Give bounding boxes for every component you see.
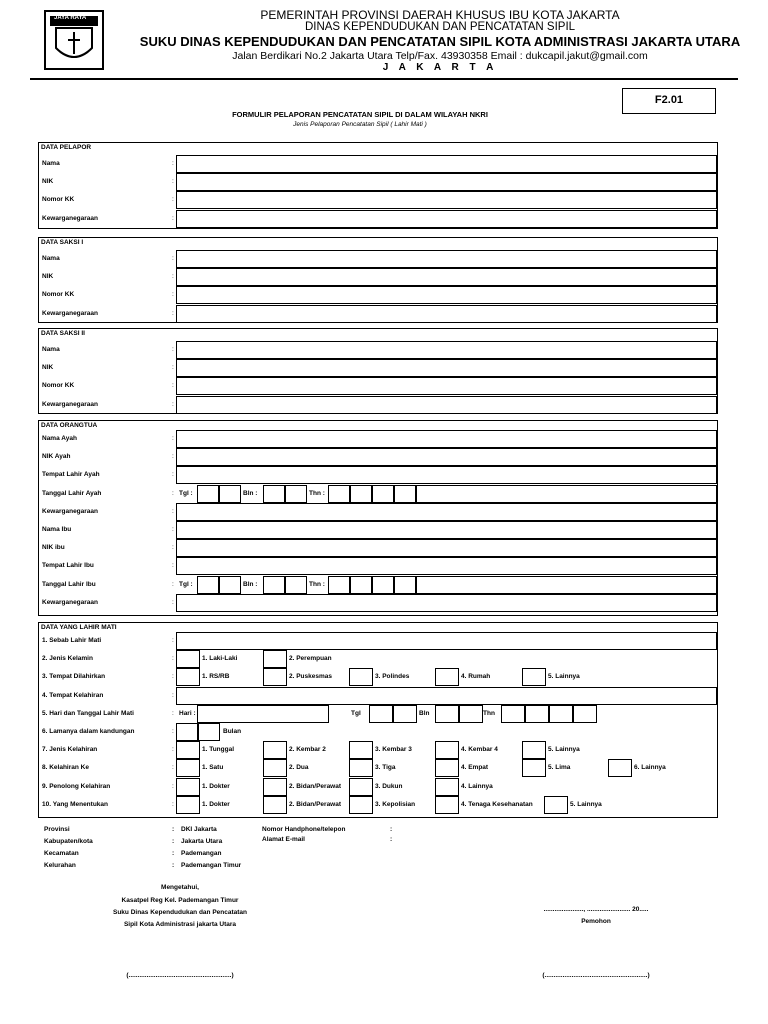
form-row [39, 359, 717, 377]
option-label: 5. Lainnya [570, 800, 602, 808]
colon: : [172, 782, 174, 790]
option-label: 2. Kembar 2 [289, 746, 326, 754]
checkbox[interactable] [522, 668, 546, 686]
section-data-saksi-1 [38, 237, 718, 323]
bln-label: Bln : [243, 489, 258, 497]
checkbox[interactable] [349, 741, 373, 759]
provinsi-label: Provinsi [44, 826, 70, 833]
year-digit-2[interactable] [350, 485, 372, 503]
form-row [39, 705, 717, 723]
year-digit-2[interactable] [525, 705, 549, 723]
field-label: Tanggal Lahir Ayah [42, 489, 102, 497]
option-label: 5. Lainnya [548, 673, 580, 681]
form-row [39, 341, 717, 359]
input-field[interactable] [176, 448, 717, 466]
year-digit-1[interactable] [328, 485, 350, 503]
field-label: NIK Ayah [42, 453, 71, 461]
checkbox[interactable] [176, 778, 200, 796]
input-field[interactable] [176, 557, 717, 575]
field-label: 4. Tempat Kelahiran [42, 691, 104, 699]
form-row [39, 305, 717, 323]
form-code: F2.01 [622, 88, 716, 114]
header-line-1: PEMERINTAH PROVINSI DAERAH KHUSUS IBU KOTA JAKARTA [260, 8, 620, 22]
field-label: NIK ibu [42, 544, 65, 552]
input-field[interactable] [176, 466, 717, 484]
checkbox[interactable] [349, 796, 373, 814]
kecamatan-label: Kecamatan [44, 850, 79, 857]
tgl-label: Tgl [351, 709, 361, 717]
section-title: DATA ORANGTUA [41, 422, 98, 429]
form-row [39, 466, 717, 484]
sign-right-role: Pemohon [581, 918, 611, 925]
form-row [39, 396, 717, 414]
field-label: 10. Yang Menentukan [42, 800, 108, 808]
input-field[interactable] [176, 594, 717, 612]
field-label: Nomor KK [42, 196, 75, 204]
tgl-label: Tgl : [179, 489, 193, 497]
checkbox[interactable] [176, 796, 200, 814]
colon: : [172, 291, 174, 299]
field-label: 5. Hari dan Tanggal Lahir Mati [42, 709, 134, 717]
bulan-label: Bulan [223, 728, 242, 735]
colon: : [172, 309, 174, 317]
colon: : [172, 764, 174, 772]
thn-label: Thn : [309, 489, 325, 497]
field-label: Kewarganegaraan [42, 309, 98, 317]
checkbox[interactable] [544, 796, 568, 814]
input-field[interactable] [176, 521, 717, 539]
month-digit-2[interactable] [285, 576, 307, 594]
option-label: 3. Polindes [375, 673, 410, 681]
input-field[interactable] [176, 377, 717, 395]
colon: : [172, 562, 174, 570]
option-label: 1. Dokter [202, 782, 230, 790]
month-count-digit-2[interactable] [198, 723, 220, 741]
form-row [39, 759, 717, 777]
form-row [39, 594, 717, 612]
checkbox[interactable] [435, 741, 459, 759]
colon: : [172, 709, 174, 717]
field-label: Kewarganegaraan [42, 214, 98, 222]
bln-label: Bln : [243, 580, 258, 588]
option-label: 1. RS/RB [202, 673, 230, 681]
field-label: NIK [42, 273, 54, 281]
kelurahan-value: Pademangan Timur [181, 862, 242, 869]
checkbox[interactable] [349, 778, 373, 796]
option-label: 3. Tiga [375, 764, 396, 772]
input-field[interactable] [176, 210, 717, 228]
section-data-lahir-mati [38, 622, 718, 818]
sign-left-line-3: Suku Dinas Kependudukan dan Pencatatan [113, 909, 247, 916]
sign-left-blank: (.........................................................) [126, 972, 234, 979]
input-field[interactable] [176, 250, 717, 268]
checkbox[interactable] [263, 759, 287, 777]
colon: : [172, 507, 174, 515]
thn-label: Thn [483, 709, 495, 717]
colon: : [172, 196, 174, 204]
colon: : [172, 364, 174, 372]
field-label: Nama [42, 346, 60, 353]
field-label: 6. Lamanya dalam kandungan [42, 728, 135, 735]
form-title: FORMULIR PELAPORAN PENCATATAN SIPIL DI DALAM WILAYAH NKRI [232, 110, 488, 119]
kelurahan-label: Kelurahan [44, 862, 76, 869]
colon: : [172, 255, 174, 262]
section-title: DATA SAKSI I [41, 239, 84, 246]
option-label: 2. Dua [289, 764, 309, 772]
hari-label: Hari : [179, 709, 196, 717]
thn-label: Thn : [309, 580, 325, 588]
kecamatan-value: Pademangan [181, 850, 222, 857]
field-label: NIK [42, 178, 54, 186]
checkbox[interactable] [176, 650, 200, 668]
option-label: 4. Tenaga Kesehanatan [461, 800, 533, 808]
checkbox[interactable] [176, 741, 200, 759]
colon: : [172, 746, 174, 754]
option-label: 3. Kembar 3 [375, 746, 412, 754]
checkbox[interactable] [263, 650, 287, 668]
checkbox[interactable] [263, 796, 287, 814]
year-digit-4[interactable] [394, 485, 416, 503]
tgl-label: Tgl : [179, 580, 193, 588]
header-city: J A K A R T A [382, 62, 498, 73]
field-label: Tempat Lahir Ayah [42, 471, 100, 479]
field-label: Nama [42, 255, 60, 262]
day-digit-2[interactable] [219, 576, 241, 594]
year-digit-2[interactable] [350, 576, 372, 594]
colon: : [172, 598, 174, 606]
field-label: 8. Kelahiran Ke [42, 764, 89, 772]
jaya-raya-logo [44, 10, 104, 70]
month-digit-1[interactable] [263, 576, 285, 594]
kabupaten-label: Kabupaten/kota [44, 838, 93, 845]
field-label: Nomor KK [42, 382, 75, 390]
field-label: NIK [42, 364, 54, 372]
option-label: 2. Puskesmas [289, 673, 333, 681]
field-label: Nomor KK [42, 291, 75, 299]
form-row [39, 778, 717, 796]
input-field[interactable] [176, 268, 717, 286]
sign-left-line-1: Mengetahui, [161, 884, 199, 891]
year-digit-3[interactable] [549, 705, 573, 723]
option-label: 1. Dokter [202, 800, 230, 808]
colon: : [172, 544, 174, 552]
form-row [39, 191, 717, 209]
date-filler[interactable] [416, 485, 717, 503]
field-label: Kewarganegaraan [42, 507, 98, 515]
provinsi-value: DKI Jakarta [181, 826, 217, 833]
field-label: Nama Ayah [42, 435, 77, 442]
kabupaten-value: Jakarta Utara [181, 838, 223, 845]
input-field[interactable] [176, 359, 717, 377]
day-digit-1[interactable] [197, 485, 219, 503]
year-digit-1[interactable] [501, 705, 525, 723]
option-label: 2. Perempuan [289, 655, 332, 663]
option-label: 1. Laki-Laki [202, 655, 238, 663]
colon: : [172, 400, 174, 408]
colon: : [172, 471, 174, 479]
input-field[interactable] [176, 191, 717, 209]
checkbox[interactable] [349, 668, 373, 686]
input-field[interactable] [176, 430, 717, 448]
date-filler[interactable] [416, 576, 717, 594]
colon: : [172, 453, 174, 461]
email-label: Alamat E-mail [262, 836, 305, 843]
input-field[interactable] [176, 632, 717, 650]
checkbox[interactable] [435, 668, 459, 686]
option-label: 4. Kembar 4 [461, 746, 498, 754]
checkbox[interactable] [522, 741, 546, 759]
checkbox[interactable] [522, 759, 546, 777]
option-label: 2. Bidan/Perawat [289, 800, 342, 808]
checkbox[interactable] [435, 796, 459, 814]
form-row [39, 448, 717, 466]
colon: : [172, 160, 174, 167]
colon: : [172, 728, 174, 735]
form-row [39, 503, 717, 521]
checkbox[interactable] [263, 668, 287, 686]
checkbox[interactable] [349, 759, 373, 777]
colon: : [172, 214, 174, 222]
form-row [39, 173, 717, 191]
checkbox[interactable] [176, 759, 200, 777]
field-label: 7. Jenis Kelahiran [42, 746, 98, 754]
day-digit-1[interactable] [369, 705, 393, 723]
input-field[interactable] [176, 286, 717, 304]
checkbox[interactable] [435, 778, 459, 796]
colon: : [172, 637, 174, 644]
field-label: 9. Penolong Kelahiran [42, 782, 111, 790]
colon: : [172, 655, 174, 663]
checkbox[interactable] [263, 741, 287, 759]
form-row [39, 632, 717, 650]
form-row [39, 723, 717, 741]
option-label: 4. Empat [461, 764, 489, 772]
section-data-orangtua [38, 420, 718, 616]
checkbox[interactable] [176, 668, 200, 686]
month-digit-1[interactable] [263, 485, 285, 503]
year-digit-3[interactable] [372, 576, 394, 594]
section-title: DATA YANG LAHIR MATI [41, 624, 117, 631]
day-digit-2[interactable] [219, 485, 241, 503]
form-row [39, 286, 717, 304]
month-count-digit-1[interactable] [176, 723, 198, 741]
sign-right-blank: (.........................................................) [542, 972, 650, 979]
form-row [39, 430, 717, 448]
colon: : [172, 691, 174, 699]
option-label: 5. Lima [548, 764, 571, 772]
input-field[interactable] [176, 687, 717, 705]
checkbox[interactable] [263, 778, 287, 796]
input-field[interactable] [176, 341, 717, 359]
month-digit-2[interactable] [285, 485, 307, 503]
form-row [39, 687, 717, 705]
field-label: Kewarganegaraan [42, 598, 98, 606]
checkbox[interactable] [608, 759, 632, 777]
option-label: 4. Rumah [461, 673, 491, 681]
option-label: 3. Dukun [375, 782, 403, 790]
form-row [39, 268, 717, 286]
colon: : [172, 435, 174, 442]
form-row [39, 210, 717, 228]
header-divider [30, 78, 738, 80]
colon: : [172, 800, 174, 808]
form-row [39, 650, 717, 668]
year-digit-3[interactable] [372, 485, 394, 503]
form-row [39, 485, 717, 503]
bln-label: Bln [419, 709, 430, 717]
option-label: 1. Satu [202, 764, 224, 772]
colon: : [172, 673, 174, 681]
day-name-field[interactable] [197, 705, 329, 723]
colon: : [172, 382, 174, 390]
year-digit-4[interactable] [573, 705, 597, 723]
section-title: DATA PELAPOR [41, 144, 92, 151]
form-row [39, 250, 717, 268]
year-digit-4[interactable] [394, 576, 416, 594]
sign-left-line-4: Sipil Kota Administrasi jakarta Utara [123, 921, 237, 928]
form-row [39, 155, 717, 173]
field-label: 3. Tempat Dilahirkan [42, 673, 106, 681]
colon: : [172, 178, 174, 186]
sign-right-date: ......................, ........................ 20..... [543, 906, 649, 913]
form-row [39, 521, 717, 539]
month-digit-1[interactable] [435, 705, 459, 723]
option-label: 6. Lainnya [634, 764, 666, 772]
input-field[interactable] [176, 396, 717, 414]
option-label: 2. Bidan/Perawat [289, 782, 342, 790]
header-address: Jalan Berdikari No.2 Jakarta Utara Telp/Fax. 43930358 Email : dukcapil.jakut@gmail.com [232, 50, 648, 62]
form-subtitle: Jenis Pelaporan Pencatatan Sipil ( Lahir Mati ) [293, 121, 427, 128]
logo-text: JAYA RAYA [54, 15, 87, 21]
section-data-pelapor [38, 142, 718, 229]
form-row [39, 741, 717, 759]
option-label: 1. Tunggal [202, 746, 235, 754]
checkbox[interactable] [435, 759, 459, 777]
year-digit-1[interactable] [328, 576, 350, 594]
option-label: 3. Kepolisian [375, 800, 416, 808]
option-label: 5. Lainnya [548, 746, 580, 754]
field-label: 2. Jenis Kelamin [42, 655, 93, 663]
section-title: DATA SAKSI II [41, 330, 85, 337]
form-row [39, 539, 717, 557]
field-label: Tempat Lahir Ibu [42, 562, 94, 570]
colon: : [172, 489, 174, 497]
day-digit-1[interactable] [197, 576, 219, 594]
input-field[interactable] [176, 539, 717, 557]
day-digit-2[interactable] [393, 705, 417, 723]
option-label: 4. Lainnya [461, 782, 493, 790]
form-row [39, 668, 717, 686]
header-line-3: SUKU DINAS KEPENDUDUKAN DAN PENCATATAN SIPIL KOTA ADMINISTRASI JAKARTA UTARA [139, 34, 741, 49]
colon: : [172, 580, 174, 588]
colon: : [172, 273, 174, 281]
field-label: Nama Ibu [42, 526, 72, 533]
header-line-2: DINAS KEPENDUDUKAN DAN PENCATATAN SIPIL [304, 21, 576, 33]
phone-label: Nomor Handphone/telepon [262, 826, 346, 833]
form-row [39, 796, 717, 814]
form-row [39, 557, 717, 575]
form-row [39, 576, 717, 594]
input-field[interactable] [176, 173, 717, 191]
field-label: Tanggal Lahir Ibu [42, 580, 96, 588]
input-field[interactable] [176, 305, 717, 323]
colon: : [172, 346, 174, 353]
colon: : [172, 526, 174, 533]
section-data-saksi-2 [38, 328, 718, 414]
input-field[interactable] [176, 503, 717, 521]
form-row [39, 377, 717, 395]
field-label: Kewarganegaraan [42, 400, 98, 408]
field-label: 1. Sebab Lahir Mati [42, 637, 102, 644]
field-label: Nama [42, 160, 60, 167]
month-digit-2[interactable] [459, 705, 483, 723]
sign-left-line-2: Kasatpel Reg Kel. Pademangan Timur [121, 897, 239, 904]
input-field[interactable] [176, 155, 717, 173]
